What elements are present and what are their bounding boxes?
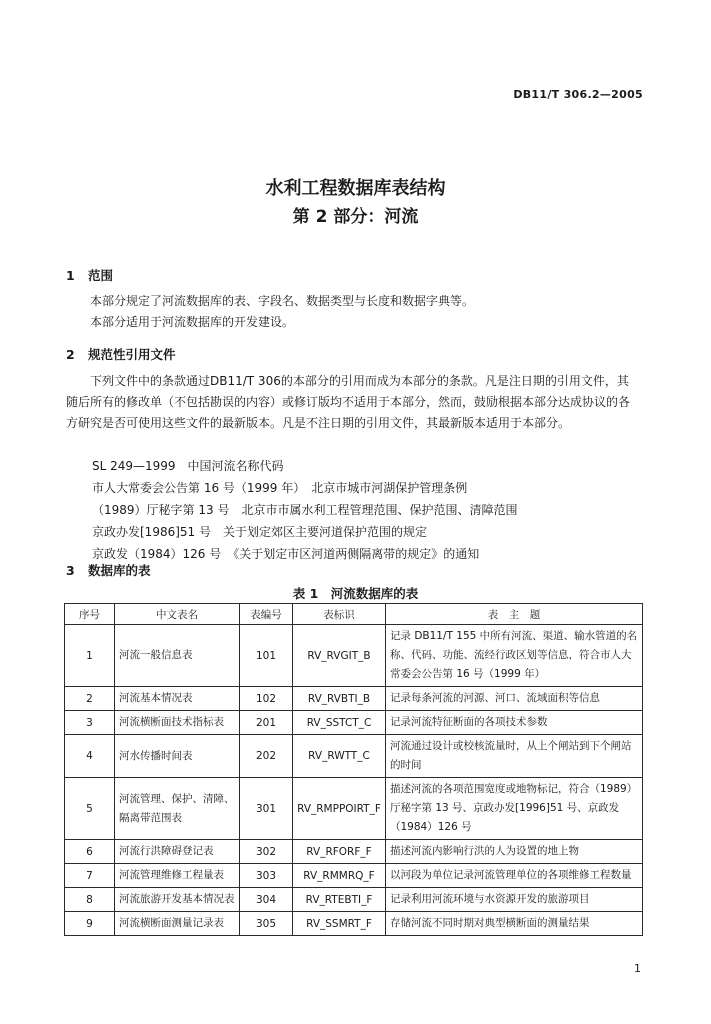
cell-table-code: 201 — [240, 711, 293, 735]
cell-table-subject: 以河段为单位记录河流管理单位的各项维修工程数量 — [386, 864, 643, 888]
column-header: 序号 — [65, 604, 115, 625]
cell-index: 2 — [65, 687, 115, 711]
reference-item: SL 249—1999 中国河流名称代码 — [92, 459, 284, 473]
cell-index: 5 — [65, 778, 115, 840]
standard-number: DB11/T 306.2—2005 — [513, 88, 643, 101]
reference-item: 京政发（1984）126 号 《关于划定市区河道两侧隔离带的规定》的通知 — [92, 547, 480, 561]
column-header: 表编号 — [240, 604, 293, 625]
cell-table-code: 202 — [240, 735, 293, 778]
cell-table-name: 河流旅游开发基本情况表 — [115, 888, 240, 912]
cell-index: 3 — [65, 711, 115, 735]
cell-table-subject: 记录河流特征断面的各项技术参数 — [386, 711, 643, 735]
cell-table-subject: 描述河流内影响行洪的人为设置的地上物 — [386, 840, 643, 864]
cell-table-name: 河流横断面技术指标表 — [115, 711, 240, 735]
scope-paragraph-2: 本部分适用于河流数据库的开发建设。 — [90, 315, 295, 329]
cell-table-id: RV_RTEBTI_F — [293, 888, 386, 912]
cell-table-subject: 记录利用河流环境与水资源开发的旅游项目 — [386, 888, 643, 912]
section-number: 3 — [66, 563, 75, 578]
cell-index: 6 — [65, 840, 115, 864]
cell-table-subject: 存储河流不同时期对典型横断面的测量结果 — [386, 912, 643, 936]
cell-index: 8 — [65, 888, 115, 912]
page-number: 1 — [634, 962, 641, 975]
cell-table-code: 301 — [240, 778, 293, 840]
section-title: 数据库的表 — [88, 563, 151, 578]
cell-index: 1 — [65, 625, 115, 687]
table-row — [65, 864, 643, 888]
table-row — [65, 711, 643, 735]
cell-table-subject: 河流通过设计或校核流量时，从上个闸站到下个闸站的时间 — [386, 735, 643, 778]
cell-table-code: 302 — [240, 840, 293, 864]
section-title: 范围 — [88, 268, 114, 283]
reference-item: 京政办发[1986]51 号 关于划定郊区主要河道保护范围的规定 — [92, 525, 427, 539]
column-header: 中文表名 — [115, 604, 240, 625]
cell-table-subject: 记录 DB11/T 155 中所有河流、渠道、输水管道的名称、代码、功能、流经行政区划等信息，符合市人大常委会公告第 16 号（1999 年） — [386, 625, 643, 687]
cell-table-subject: 描述河流的各项范围宽度或地物标记，符合（1989）厅秘字第 13 号、京政办发[1996]51 号、京政发（1984）126 号 — [386, 778, 643, 840]
table-caption: 表 1 河流数据库的表 — [292, 586, 419, 601]
cell-table-name: 河水传播时间表 — [115, 735, 240, 778]
reference-item: （1989）厅秘字第 13 号 北京市市属水利工程管理范围、保护范围、清障范围 — [92, 503, 518, 517]
cell-table-code: 101 — [240, 625, 293, 687]
cell-table-id: RV_SSTCT_C — [293, 711, 386, 735]
table-row — [65, 840, 643, 864]
section-heading-references — [66, 345, 176, 363]
cell-table-id: RV_RMPPOIRT_F — [293, 778, 386, 840]
cell-table-id: RV_RVBTI_B — [293, 687, 386, 711]
cell-index: 7 — [65, 864, 115, 888]
cell-table-code: 305 — [240, 912, 293, 936]
cell-table-id: RV_RVGIT_B — [293, 625, 386, 687]
column-header: 表 主 题 — [386, 604, 643, 625]
cell-table-name: 河流管理维修工程量表 — [115, 864, 240, 888]
table-row — [65, 687, 643, 711]
cell-index: 9 — [65, 912, 115, 936]
cell-table-id: RV_RFORF_F — [293, 840, 386, 864]
scope-paragraph-1: 本部分规定了河流数据库的表、字段名、数据类型与长度和数据字典等。 — [90, 294, 475, 308]
cell-table-subject: 记录每条河流的河源、河口、流域面积等信息 — [386, 687, 643, 711]
table-row — [65, 625, 643, 687]
cell-table-id: RV_SSMRT_F — [293, 912, 386, 936]
table-row — [65, 888, 643, 912]
section-heading-tables — [66, 561, 151, 579]
table-row — [65, 778, 643, 840]
cell-table-name: 河流行洪障碍登记表 — [115, 840, 240, 864]
cell-table-name: 河流横断面测量记录表 — [115, 912, 240, 936]
cell-table-id: RV_RMMRQ_F — [293, 864, 386, 888]
cell-table-name: 河流一般信息表 — [115, 625, 240, 687]
document-title: 水利工程数据库表结构 — [265, 178, 446, 199]
column-header: 表标识 — [293, 604, 386, 625]
references-intro: 下列文件中的条款通过DB11/T 306的本部分的引用而成为本部分的条款。凡是注日期的引用文件，其随后所有的修改单（不包括勘误的内容）或修订版均不适用于本部分，然而，鼓励根据本部分达成协议的各方研究是否可使用这些文件的最新版本。凡是不注日期的引用文件，其最新版本适用于本部分。 — [66, 374, 631, 430]
cell-table-id: RV_RWTT_C — [293, 735, 386, 778]
cell-table-code: 102 — [240, 687, 293, 711]
document-subtitle: 第 2 部分：河流 — [292, 207, 419, 227]
table-row — [65, 912, 643, 936]
cell-index: 4 — [65, 735, 115, 778]
table-row — [65, 735, 643, 778]
reference-item: 市人大常委会公告第 16 号（1999 年） 北京市城市河湖保护管理条例 — [92, 481, 468, 495]
cell-table-code: 303 — [240, 864, 293, 888]
cell-table-name: 河流管理、保护、清障、隔离带范围表 — [115, 778, 240, 840]
section-number: 1 — [66, 268, 75, 283]
cell-table-code: 304 — [240, 888, 293, 912]
table-header-row — [65, 604, 643, 625]
section-title: 规范性引用文件 — [88, 347, 176, 362]
section-number: 2 — [66, 347, 75, 362]
cell-table-name: 河流基本情况表 — [115, 687, 240, 711]
section-heading-scope — [66, 266, 113, 284]
database-tables-table — [64, 603, 643, 936]
